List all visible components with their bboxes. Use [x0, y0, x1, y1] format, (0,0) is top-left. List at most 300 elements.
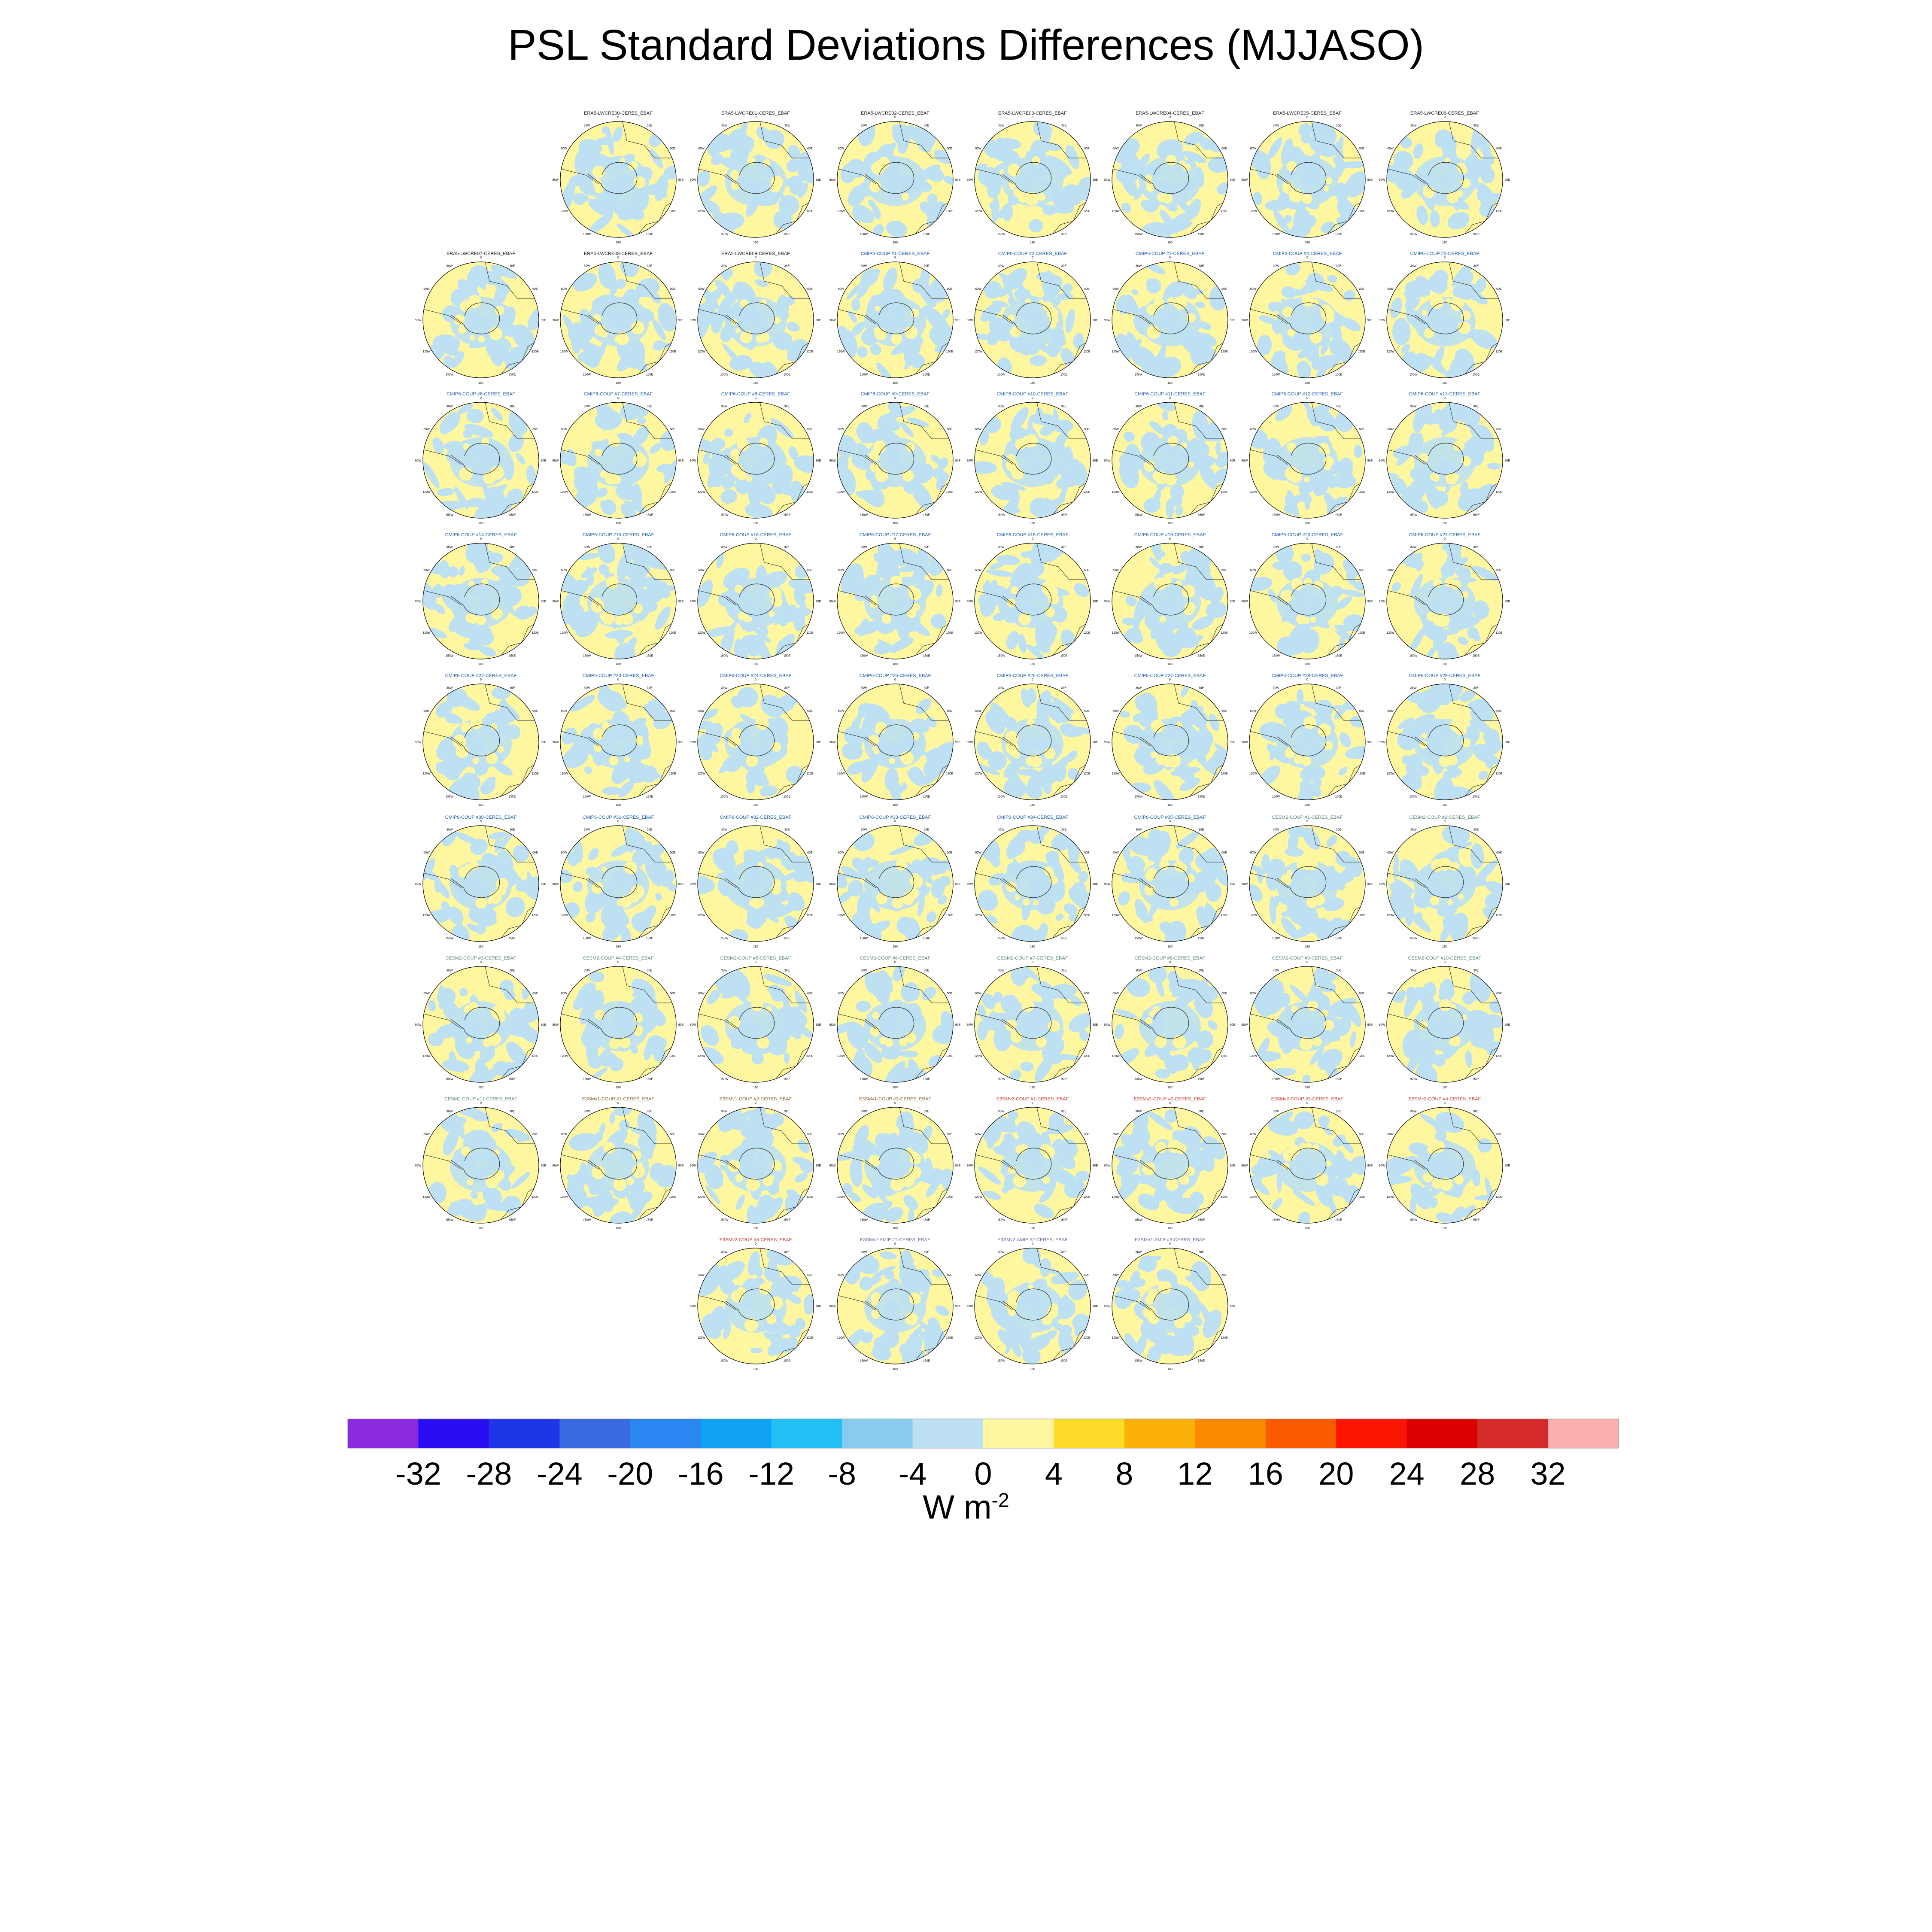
lon-tick-label: 60E [1221, 1274, 1227, 1277]
lon-tick-label: 90W [1379, 1164, 1385, 1167]
lon-tick-label: 90E [1092, 179, 1098, 182]
panel-title: CMIP6-COUP #30-CERES_EBAF [445, 815, 517, 820]
map-panel [552, 111, 684, 248]
lon-tick-label: 30W [1135, 1110, 1142, 1113]
map-panel [690, 1097, 821, 1234]
lon-tick-label: 30W [583, 828, 590, 832]
lon-tick-label: 90W [1104, 741, 1111, 744]
lon-tick-label: 30W [1135, 546, 1142, 549]
polar-map [415, 397, 547, 528]
lon-tick-label: 120E [946, 491, 953, 494]
lon-tick-label: 120E [669, 914, 676, 917]
lon-tick-label: 120E [1221, 210, 1228, 213]
lon-tick-label: 150W [997, 937, 1005, 940]
lon-tick-label: 30W [1410, 124, 1417, 128]
map-panel [1241, 392, 1373, 529]
lon-tick-label: 60E [532, 428, 538, 431]
lon-tick-label: 150W [1409, 795, 1418, 799]
lon-tick-label: 150W [1272, 795, 1280, 799]
polar-map [690, 538, 821, 669]
lon-tick-label: 150E [1060, 513, 1068, 517]
lon-tick-label: 60E [1084, 1274, 1090, 1277]
lon-tick-label: 60W [698, 992, 705, 995]
lon-tick-label: 90E [815, 741, 821, 744]
map-panel [1379, 251, 1510, 389]
lon-tick-label: 120W [974, 1055, 982, 1058]
lon-tick-label: 150E [508, 937, 516, 940]
lon-tick-label: 150E [1335, 373, 1343, 377]
lon-tick-label: 30E [509, 969, 515, 972]
lon-tick-label: 30E [509, 546, 515, 549]
colorbar-swatch [983, 1419, 1054, 1448]
lon-tick-label: 150E [1472, 1078, 1480, 1081]
lon-tick-label: 30E [1061, 687, 1067, 690]
lon-tick-label: 180 [893, 1086, 898, 1089]
lon-tick-label: 150W [445, 654, 454, 658]
map-panel [1241, 673, 1373, 811]
lon-tick-label: 30W [446, 828, 453, 832]
lon-tick-label: 180 [753, 1227, 758, 1230]
map-panel [1379, 815, 1510, 952]
panel-title: E3SMv2-COUP #3-CERES_EBAF [1271, 1097, 1344, 1102]
panel-title: CMIP6-COUP #23-CERES_EBAF [582, 673, 654, 678]
map-panel [690, 956, 821, 1093]
lon-tick-label: 180 [753, 1368, 758, 1371]
lon-tick-label: 60E [947, 851, 952, 854]
lon-tick-label: 90W [1379, 179, 1385, 182]
lon-tick-label: 150E [1197, 654, 1205, 658]
panel-title: CMIP6-COUP #16-CERES_EBAF [720, 532, 792, 538]
lon-tick-label: 150E [1060, 233, 1068, 236]
lon-tick-label: 90E [955, 319, 961, 322]
lon-tick-label: 180 [1030, 522, 1035, 525]
lon-tick-label: 60W [975, 1133, 981, 1136]
lon-tick-label: 30E [1198, 546, 1204, 549]
lon-tick-label: 180 [616, 382, 621, 385]
lon-tick-label: 0 [1444, 961, 1446, 964]
lon-tick-label: 90W [690, 179, 696, 182]
polar-map [966, 678, 1098, 810]
polar-map [1104, 678, 1236, 810]
lon-tick-label: 90E [1092, 600, 1098, 603]
panel-title: CMIP6-COUP #21-CERES_EBAF [1409, 532, 1481, 538]
lon-tick-label: 90E [1230, 179, 1236, 182]
lon-tick-label: 90W [966, 883, 973, 886]
lon-tick-label: 180 [753, 804, 758, 807]
lon-tick-label: 120W [1249, 210, 1257, 213]
polar-map [1379, 1102, 1510, 1233]
lon-tick-label: 120W [1112, 491, 1120, 494]
panel-title: CMIP6-COUP #26-CERES_EBAF [996, 673, 1069, 678]
lon-tick-label: 90W [552, 883, 559, 886]
polar-map [1241, 538, 1373, 669]
lon-tick-label: 60W [561, 992, 567, 995]
lon-tick-label: 90W [829, 1024, 836, 1027]
lon-tick-label: 90W [690, 600, 696, 603]
lon-tick-label: 60W [975, 288, 981, 291]
map-panel [552, 1097, 684, 1234]
lon-tick-label: 30W [1135, 1251, 1142, 1254]
lon-tick-label: 30W [998, 828, 1005, 832]
lon-tick-label: 90W [1104, 319, 1111, 322]
polar-map [415, 820, 547, 951]
lon-tick-label: 60E [1496, 851, 1502, 854]
lon-tick-label: 0 [755, 538, 756, 541]
lon-tick-label: 150E [1060, 795, 1068, 799]
lon-tick-label: 60E [1084, 428, 1090, 431]
map-panel [415, 251, 547, 389]
lon-tick-label: 90W [690, 319, 696, 322]
lon-tick-label: 120W [1112, 1055, 1120, 1058]
lon-tick-label: 30E [784, 264, 790, 268]
lon-tick-label: 30E [784, 828, 790, 832]
lon-tick-label: 0 [1032, 1242, 1033, 1245]
lon-tick-label: 120W [560, 772, 568, 775]
lon-tick-label: 150E [923, 937, 930, 940]
lon-tick-label: 90W [1241, 741, 1248, 744]
lon-tick-label: 150W [997, 795, 1005, 799]
lon-tick-label: 60W [838, 992, 844, 995]
lon-tick-label: 30W [1273, 687, 1279, 690]
lon-tick-label: 90E [1504, 883, 1510, 886]
lon-tick-label: 150E [1197, 233, 1205, 236]
panel-title: CMIP6-COUP #28-CERES_EBAF [1271, 673, 1343, 678]
lon-tick-label: 60W [838, 569, 844, 572]
lon-tick-label: 30W [583, 687, 590, 690]
lon-tick-label: 150W [1272, 654, 1280, 658]
lon-tick-label: 0 [1032, 116, 1033, 119]
map-panel [552, 673, 684, 811]
lon-tick-label: 90E [1367, 1164, 1373, 1167]
lon-tick-label: 30E [784, 405, 790, 408]
lon-tick-label: 120E [806, 210, 814, 213]
polar-map [552, 820, 684, 951]
lon-tick-label: 90W [966, 179, 973, 182]
lon-tick-label: 120W [837, 350, 845, 353]
lon-tick-label: 0 [480, 1102, 482, 1105]
lon-tick-label: 60W [423, 992, 430, 995]
lon-tick-label: 0 [1444, 397, 1446, 400]
lon-tick-label: 120E [1083, 1055, 1091, 1058]
lon-tick-label: 60E [1359, 992, 1364, 995]
lon-tick-label: 90W [1104, 179, 1111, 182]
lon-tick-label: 120W [422, 914, 431, 917]
lon-tick-label: 60W [1250, 288, 1256, 291]
lon-tick-label: 0 [617, 820, 619, 823]
polar-map [552, 116, 684, 247]
lon-tick-label: 60E [1084, 851, 1090, 854]
map-panel [415, 673, 547, 811]
map-panel [966, 673, 1098, 811]
panel-title: CMIP6-COUP #24-CERES_EBAF [720, 673, 792, 678]
panel-title: CMIP6-COUP #5-CERES_EBAF [1410, 251, 1479, 256]
lon-tick-label: 120E [1083, 350, 1091, 353]
panel-title: CESM2-COUP #4-CERES_EBAF [583, 956, 654, 961]
lon-tick-label: 0 [617, 116, 619, 119]
lon-tick-label: 30E [1061, 546, 1067, 549]
polar-map [1241, 678, 1373, 810]
lon-tick-label: 180 [1442, 1227, 1447, 1230]
lon-tick-label: 60W [1112, 992, 1119, 995]
lon-tick-label: 90W [829, 883, 836, 886]
lon-tick-label: 30E [1336, 405, 1342, 408]
map-panel [1104, 815, 1236, 952]
lon-tick-label: 30E [1336, 124, 1342, 128]
lon-tick-label: 90E [955, 1305, 961, 1308]
lon-tick-label: 30E [1336, 264, 1342, 268]
lon-tick-label: 90E [815, 1024, 821, 1027]
lon-tick-label: 180 [1167, 1227, 1173, 1230]
lon-tick-label: 120E [532, 491, 539, 494]
lon-tick-label: 150E [508, 1078, 516, 1081]
lon-tick-label: 0 [1169, 256, 1171, 259]
lon-tick-label: 90E [1504, 1024, 1510, 1027]
lon-tick-label: 30E [1061, 969, 1067, 972]
colorbar-tick-label: 32 [1530, 1456, 1566, 1492]
lon-tick-label: 60E [947, 992, 952, 995]
lon-tick-label: 60W [1387, 992, 1394, 995]
lon-tick-label: 180 [893, 1227, 898, 1230]
lon-tick-label: 180 [1167, 1086, 1173, 1089]
lon-tick-label: 60E [532, 710, 538, 713]
panel-title: CMIP6-COUP #14-CERES_EBAF [445, 532, 517, 538]
lon-tick-label: 30W [1410, 969, 1417, 972]
lon-tick-label: 0 [894, 1102, 896, 1105]
lon-tick-label: 120W [697, 772, 705, 775]
lon-tick-label: 60W [975, 710, 981, 713]
panel-title: E3SMv1-COUP #3-CERES_EBAF [859, 1097, 932, 1102]
lon-tick-label: 30E [1473, 546, 1479, 549]
lon-tick-label: 60E [947, 147, 952, 150]
panel-title: CMIP6-COUP #34-CERES_EBAF [996, 815, 1069, 820]
lon-tick-label: 0 [755, 397, 756, 400]
lon-tick-label: 30W [583, 264, 590, 268]
lon-tick-label: 120E [1495, 632, 1503, 635]
lon-tick-label: 120W [1112, 772, 1120, 775]
map-panel [690, 532, 821, 670]
polar-map [966, 1102, 1098, 1233]
lon-tick-label: 120W [974, 491, 982, 494]
lon-tick-label: 180 [616, 663, 621, 666]
lon-tick-label: 90E [955, 1024, 961, 1027]
lon-tick-label: 0 [617, 961, 619, 964]
panel-title: CMIP6-COUP #11-CERES_EBAF [1134, 392, 1206, 397]
lon-tick-label: 90W [1379, 883, 1385, 886]
lon-tick-label: 120E [946, 1196, 953, 1199]
lon-tick-label: 90E [1092, 1164, 1098, 1167]
lon-tick-label: 120E [1495, 914, 1503, 917]
colorbar-tick-label: 20 [1318, 1456, 1354, 1492]
lon-tick-label: 90E [1504, 1164, 1510, 1167]
lon-tick-label: 60E [947, 428, 952, 431]
lon-tick-label: 150W [720, 654, 729, 658]
map-panel [1104, 673, 1236, 811]
panel-title: ERA5-LWCRE03-CERES_EBAF [998, 111, 1067, 116]
lon-tick-label: 30E [1061, 828, 1067, 832]
lon-tick-label: 150W [860, 1218, 868, 1222]
lon-tick-label: 30W [860, 687, 867, 690]
lon-tick-label: 60W [975, 1274, 981, 1277]
map-panel [690, 673, 821, 811]
lon-tick-label: 90W [552, 459, 559, 462]
panel-title: E3SMv2-AMIP #1-CERES_EBAF [860, 1237, 930, 1242]
lon-tick-label: 60W [423, 288, 430, 291]
lon-tick-label: 120W [974, 210, 982, 213]
lon-tick-label: 30W [446, 405, 453, 408]
lon-tick-label: 180 [616, 522, 621, 525]
lon-tick-label: 150W [1134, 1359, 1143, 1363]
lon-tick-label: 30E [1473, 405, 1479, 408]
lon-tick-label: 120W [974, 632, 982, 635]
map-panel [415, 532, 547, 670]
lon-tick-label: 90E [1504, 741, 1510, 744]
lon-tick-label: 60W [698, 851, 705, 854]
lon-tick-label: 150W [1409, 233, 1418, 236]
lon-tick-label: 180 [478, 945, 483, 948]
colorbar-swatch [1124, 1419, 1195, 1448]
lon-tick-label: 30E [509, 828, 515, 832]
lon-tick-label: 60W [1112, 851, 1119, 854]
lon-tick-label: 60E [1359, 569, 1364, 572]
lon-tick-label: 90W [966, 1024, 973, 1027]
map-panel [415, 956, 547, 1093]
polar-map [1241, 961, 1373, 1092]
lon-tick-label: 90E [1092, 1024, 1098, 1027]
lon-tick-label: 90W [415, 600, 422, 603]
lon-tick-label: 30W [1135, 264, 1142, 268]
lon-tick-label: 90E [815, 600, 821, 603]
polar-map [966, 538, 1098, 669]
lon-tick-label: 180 [893, 663, 898, 666]
polar-map [1379, 538, 1510, 669]
lon-tick-label: 120E [1221, 772, 1228, 775]
lon-tick-label: 120E [946, 772, 953, 775]
polar-map [829, 116, 961, 247]
lon-tick-label: 90E [541, 1024, 547, 1027]
lon-tick-label: 150W [997, 654, 1005, 658]
colorbar-swatch [559, 1419, 630, 1448]
panel-title: CMIP6-COUP #15-CERES_EBAF [582, 532, 654, 538]
lon-tick-label: 120E [806, 1196, 814, 1199]
lon-tick-label: 150W [1272, 233, 1280, 236]
lon-tick-label: 0 [755, 1242, 756, 1245]
lon-tick-label: 120E [1358, 632, 1365, 635]
panel-title: CESM2-COUP #2-CERES_EBAF [1409, 815, 1480, 820]
lon-tick-label: 60E [1221, 569, 1227, 572]
lon-tick-label: 180 [1305, 945, 1310, 948]
lon-tick-label: 90W [415, 319, 422, 322]
lon-tick-label: 30W [860, 264, 867, 268]
lon-tick-label: 0 [894, 397, 896, 400]
lon-tick-label: 150W [445, 1078, 454, 1081]
panel-title: CMIP6-COUP #32-CERES_EBAF [720, 815, 792, 820]
lon-tick-label: 90E [815, 179, 821, 182]
lon-tick-label: 90W [690, 459, 696, 462]
panel-title: ERA5-LWCRE09-CERES_EBAF [721, 251, 790, 256]
lon-tick-label: 180 [1167, 522, 1173, 525]
lon-tick-label: 120E [1495, 350, 1503, 353]
lon-tick-label: 60E [532, 288, 538, 291]
lon-tick-label: 60W [838, 288, 844, 291]
panel-title: E3SMv2-AMIP #2-CERES_EBAF [997, 1237, 1068, 1242]
lon-tick-label: 90E [1230, 883, 1236, 886]
lon-tick-label: 60W [423, 1133, 430, 1136]
polar-map [966, 1242, 1098, 1374]
lon-tick-label: 60W [1250, 710, 1256, 713]
panel-title: CMIP6-COUP #3-CERES_EBAF [1135, 251, 1205, 256]
lon-tick-label: 60E [1359, 428, 1364, 431]
lon-tick-label: 30W [583, 1110, 590, 1113]
lon-tick-label: 30W [1410, 828, 1417, 832]
lon-tick-label: 150E [646, 1218, 653, 1222]
lon-tick-label: 180 [1030, 804, 1035, 807]
lon-tick-label: 150W [1134, 513, 1143, 517]
panel-title: E3SMv2-COUP #5-CERES_EBAF [719, 1237, 792, 1242]
panel-title: CMIP6-COUP #2-CERES_EBAF [998, 251, 1067, 256]
lon-tick-label: 30E [1473, 687, 1479, 690]
lon-tick-label: 180 [1305, 241, 1310, 244]
lon-tick-label: 0 [894, 256, 896, 259]
lon-tick-label: 0 [617, 538, 619, 541]
lon-tick-label: 30W [721, 405, 728, 408]
lon-tick-label: 30W [721, 1251, 728, 1254]
lon-tick-label: 30W [860, 969, 867, 972]
lon-tick-label: 150W [1134, 1218, 1143, 1222]
lon-tick-label: 150E [783, 1218, 791, 1222]
polar-map [829, 1102, 961, 1233]
colorbar-swatch [842, 1419, 913, 1448]
lon-tick-label: 150W [997, 1359, 1005, 1363]
lon-tick-label: 120W [974, 1196, 982, 1199]
lon-tick-label: 60W [698, 147, 705, 150]
lon-tick-label: 150E [1335, 654, 1343, 658]
lon-tick-label: 120E [669, 1055, 676, 1058]
lon-tick-label: 180 [616, 1227, 621, 1230]
lon-tick-label: 30E [1061, 1110, 1067, 1113]
panel-title: CESM2-COUP #10-CERES_EBAF [1408, 956, 1482, 961]
lon-tick-label: 150W [720, 1359, 729, 1363]
colorbar-tick-label: -32 [395, 1456, 441, 1492]
lon-tick-label: 30W [721, 969, 728, 972]
lon-tick-label: 30E [1473, 1110, 1479, 1113]
lon-tick-label: 30W [860, 546, 867, 549]
lon-tick-label: 150E [1472, 937, 1480, 940]
colorbar-tick-label: 0 [974, 1456, 992, 1492]
lon-tick-label: 120E [1083, 491, 1091, 494]
polar-map [415, 961, 547, 1092]
polar-map [966, 820, 1098, 951]
lon-tick-label: 0 [1306, 256, 1308, 259]
lon-tick-label: 120W [1249, 914, 1257, 917]
lon-tick-label: 30E [784, 1110, 790, 1113]
lon-tick-label: 30W [1410, 546, 1417, 549]
lon-tick-label: 150W [860, 233, 868, 236]
lon-tick-label: 0 [480, 538, 482, 541]
panel-title: ERA5-LWCRE01-CERES_EBAF [721, 111, 790, 116]
lon-tick-label: 30E [1336, 969, 1342, 972]
lon-tick-label: 120E [1358, 491, 1365, 494]
lon-tick-label: 150W [1134, 233, 1143, 236]
lon-tick-label: 90W [966, 1305, 973, 1308]
lon-tick-label: 90E [678, 883, 684, 886]
lon-tick-label: 90W [1104, 600, 1111, 603]
colorbar-tick-label: -4 [898, 1456, 927, 1492]
map-panel [1104, 956, 1236, 1093]
map-panel [690, 815, 821, 952]
lon-tick-label: 120W [1112, 632, 1120, 635]
colorbar-tick-label: 8 [1115, 1456, 1133, 1492]
lon-tick-label: 30E [509, 1110, 515, 1113]
